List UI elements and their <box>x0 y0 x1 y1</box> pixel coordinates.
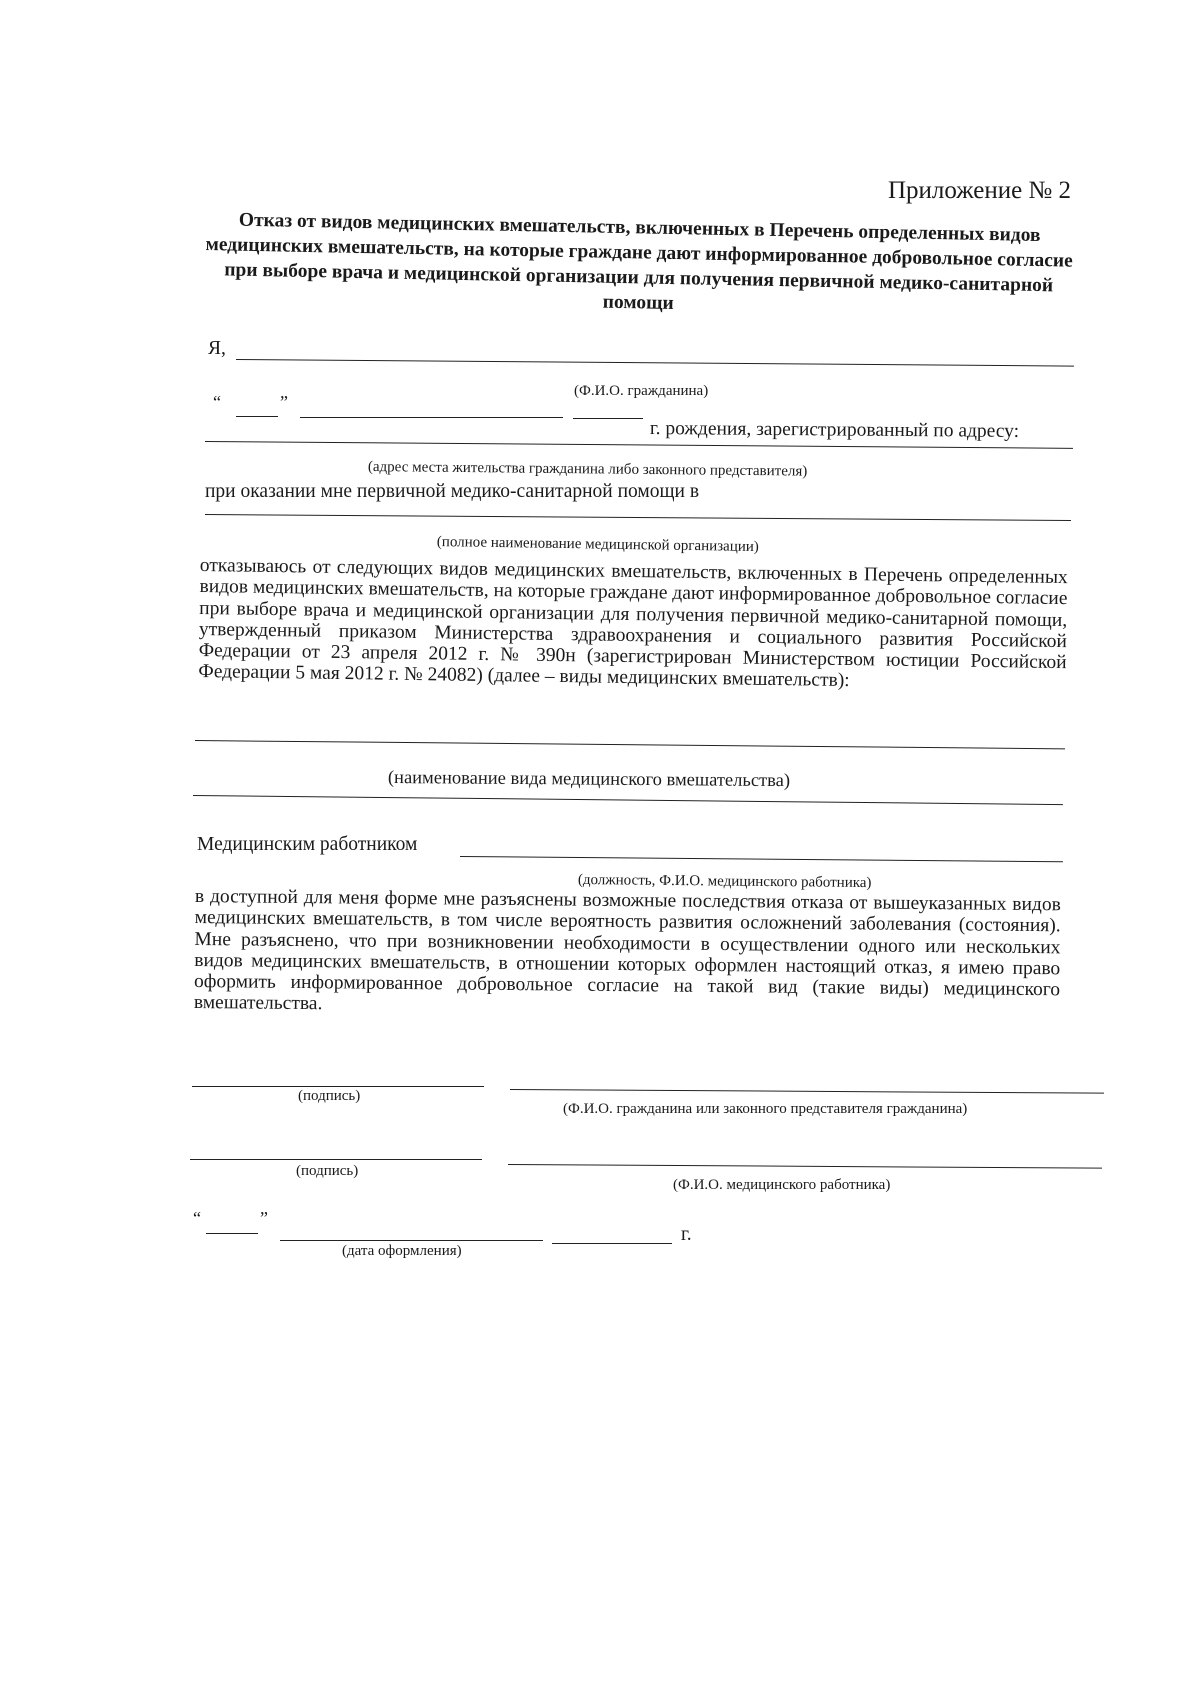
quote-open: “ <box>213 392 221 412</box>
worker-signature-field[interactable] <box>190 1159 482 1160</box>
provision-text: при оказании мне первичной медико-санитарной помощи в <box>205 481 700 502</box>
document-title: Отказ от видов медицинских вмешательств, включенных в Перечень определенных видов медицинских вмешательств, на которые граждане дают информированное добровольное согласие при выборе врача и медицинской организации для получения первичной медико-санитарной помощи <box>205 209 1073 315</box>
intervention-field-1[interactable] <box>195 740 1065 749</box>
citizen-fio-field[interactable] <box>510 1089 1104 1094</box>
date-year-field[interactable] <box>552 1243 672 1244</box>
date-caption: (дата оформления) <box>342 1243 462 1259</box>
signature-caption-1: (подпись) <box>298 1088 361 1104</box>
worker-fio-caption: (Ф.И.О. медицинского работника) <box>673 1177 891 1193</box>
date-quote-close: ” <box>260 1208 268 1228</box>
birth-day-field[interactable] <box>236 416 278 417</box>
worker-label: Медицинским работником <box>197 834 418 855</box>
fio-field[interactable] <box>236 359 1074 367</box>
appendix-label: Приложение № 2 <box>888 177 1072 204</box>
date-year-suffix: г. <box>681 1224 692 1245</box>
signature-caption-2: (подпись) <box>296 1163 359 1179</box>
worker-fio-field[interactable] <box>508 1164 1102 1169</box>
organization-field[interactable] <box>205 514 1071 521</box>
citizen-signature-field[interactable] <box>192 1086 484 1087</box>
quote-close: ” <box>280 392 288 412</box>
birth-year-field[interactable] <box>573 418 643 419</box>
citizen-caption: (Ф.И.О. гражданина или законного представителя гражданина) <box>563 1101 968 1117</box>
intervention-field-2[interactable] <box>193 795 1063 805</box>
intervention-caption: (наименование вида медицинского вмешательства) <box>387 768 791 792</box>
refusal-paragraph: отказываюсь от следующих видов медицинских вмешательств, включенных в Перечень определенных видов медицинских вмешательств, на которые граждане дают информированное добровольное согласие при выборе врача и медицинской организации для получения первичной медико-санитарной помощи, утвержденный приказом Министерства здравоохранения и социального развития Российской Федерации от 23 апреля 2012 г. № 390н (зарегистрирован Министерством юстиции Российской Федерации 5 мая 2012 г. № 24082) (далее – виды медицинских вмешательств): <box>198 555 1068 692</box>
worker-field[interactable] <box>460 856 1063 862</box>
date-day-field[interactable] <box>206 1233 258 1234</box>
birth-text: г. рождения, зарегистрированный по адресу: <box>649 418 1020 442</box>
date-month-field[interactable] <box>280 1240 543 1241</box>
fio-caption: (Ф.И.О. гражданина) <box>574 383 709 399</box>
i-prefix: Я, <box>208 338 226 359</box>
organization-caption: (полное наименование медицинской организации) <box>436 534 759 556</box>
birth-month-field[interactable] <box>300 417 563 418</box>
address-caption: (адрес места жительства гражданина либо законного представителя) <box>367 459 808 480</box>
explanation-paragraph: в доступной для меня форме мне разъяснены возможные последствия отказа от вышеуказанных видов медицинских вмешательств, в том числе вероятность развития осложнений заболевания (состояния). Мне разъяснено, что при возникновении необходимости в осуществлении одного или нескольких видов медицинских вмешательств, в отношении которых оформлен настоящий отказ, я имею право оформить информированное добровольное согласие на такой вид (такие виды) медицинского вмешательства. <box>193 886 1061 1015</box>
worker-caption: (должность, Ф.И.О. медицинского работника) <box>577 872 872 892</box>
date-quote-open: “ <box>193 1208 201 1228</box>
